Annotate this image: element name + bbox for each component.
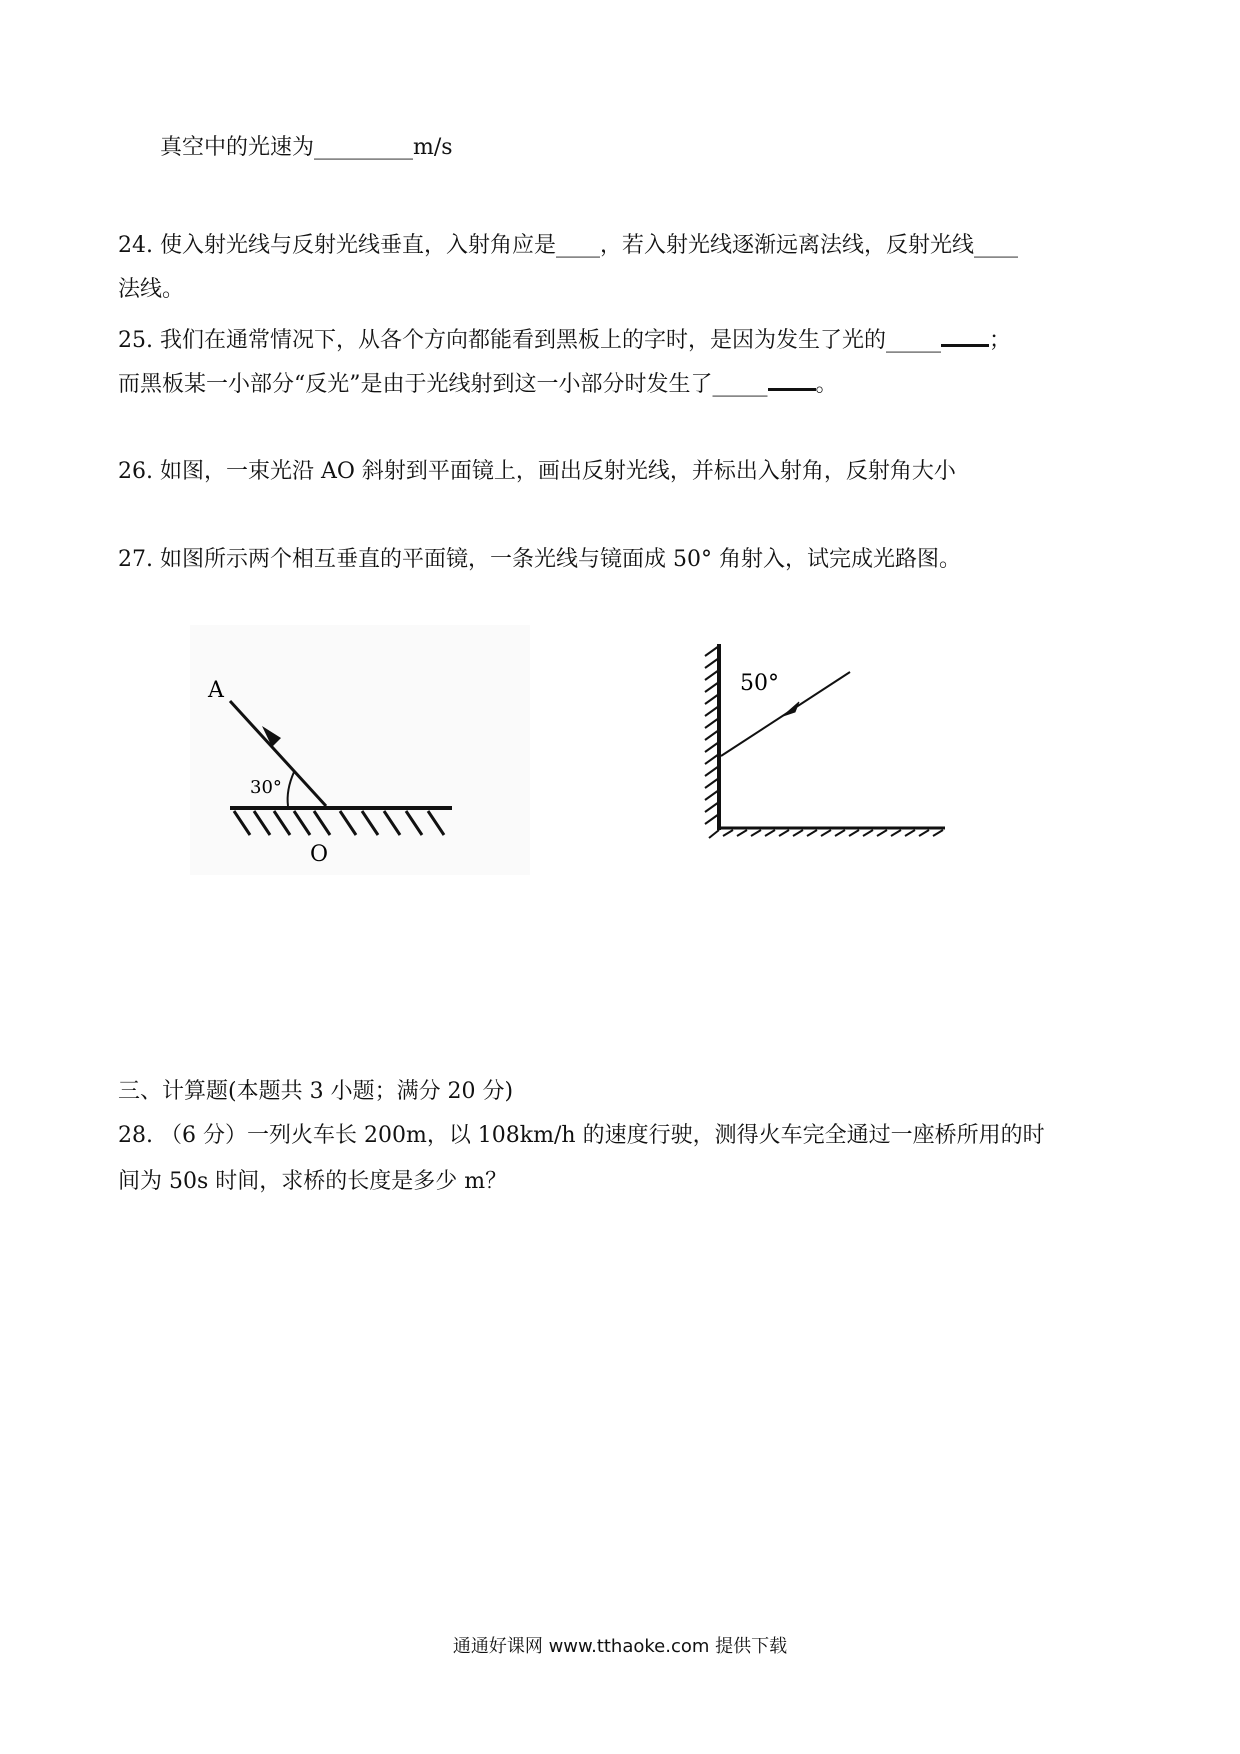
- section3-title: [118, 1078, 513, 1106]
- q25-line2: [118, 368, 838, 399]
- fig27-ray-arrowhead: [783, 702, 799, 716]
- q24-text-line2: 法线。: [118, 277, 185, 302]
- q28-line1: [118, 1122, 1045, 1150]
- q24-line2: [118, 276, 184, 304]
- q26-line: [118, 458, 956, 486]
- q25-blank-2: [768, 368, 816, 391]
- section3-title-text: 三、计算题(本题共 3 小题；满分 20 分): [118, 1079, 514, 1104]
- q27-text: 27. 如图所示两个相互垂直的平面镜，一条光线与镜面成 50° 角射入，试完成光路图。: [118, 547, 961, 572]
- q25-line1-end: ；: [988, 328, 1011, 353]
- fig26-mirror-diagram: [190, 625, 530, 875]
- fig26-label-angle: 30°: [250, 777, 282, 798]
- fig27-vertical-hatching: [705, 646, 719, 824]
- q28-line2: [118, 1168, 507, 1196]
- fig26-label-a: A: [208, 678, 224, 703]
- q25-text-line1: 25. 我们在通常情况下，从各个方向都能看到黑板上的字时，是因为发生了光的_____: [118, 328, 941, 353]
- fig27-mirror-diagram: [695, 640, 975, 840]
- q24-text-line1: 24. 使入射光线与反射光线垂直，入射角应是____，若入射光线逐渐远离法线，反射光线____: [118, 233, 1018, 258]
- q23-text: 真空中的光速为_________m/s: [160, 135, 453, 160]
- fig26-background: [190, 625, 530, 875]
- q26-text: 26. 如图，一束光沿 AO 斜射到平面镜上，画出反射光线，并标出入射角，反射角大小: [118, 459, 956, 484]
- footer-text: 通通好课网 www.tthaoke.com 提供下载: [452, 1636, 788, 1657]
- page-footer: [0, 1632, 1240, 1658]
- fig27-horizontal-hatching: [709, 830, 943, 838]
- q25-blank-1: [941, 324, 989, 347]
- fig27-label-angle: 50°: [740, 671, 779, 696]
- q28-text-line2: 间为 50s 时间，求桥的长度是多少 m？: [118, 1169, 508, 1194]
- q23-line: [160, 134, 453, 162]
- q24-line1: [118, 232, 1018, 260]
- q25-line1: [118, 324, 1011, 355]
- fig26-label-o: O: [310, 842, 329, 867]
- q25-text-line2: 而黑板某一小部分“反光”是由于光线射到这一小部分时发生了_____: [118, 372, 768, 397]
- q25-line2-end: 。: [815, 372, 838, 397]
- q27-line: [118, 546, 961, 574]
- q28-text-line1: 28. （6 分）一列火车长 200m，以 108km/h 的速度行驶，测得火车完全通过一座桥所用的时: [118, 1123, 1045, 1148]
